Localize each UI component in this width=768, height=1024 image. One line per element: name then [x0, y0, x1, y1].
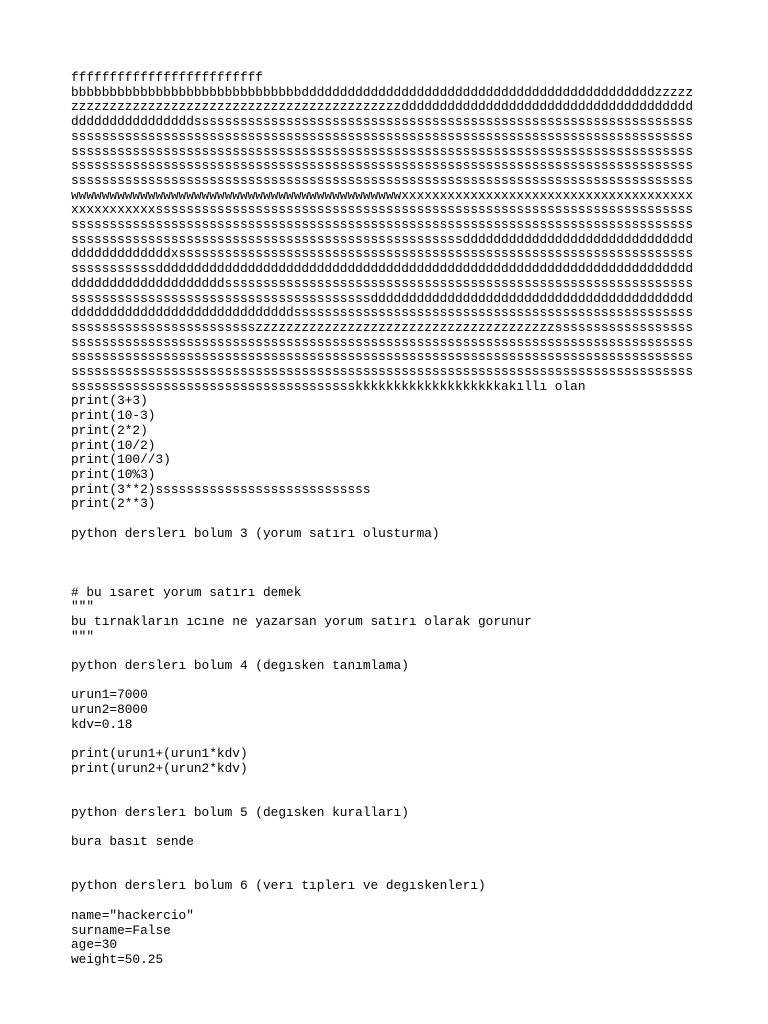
code-line: print(100//3): [71, 452, 171, 468]
code-line: print(10%3): [71, 466, 156, 482]
spacer: [71, 777, 697, 792]
spacer: [71, 571, 697, 586]
docstring-close: """: [71, 628, 95, 644]
spacer: [71, 644, 697, 659]
code-line: print(3+3): [71, 393, 148, 409]
code-line: print(2**3): [71, 496, 156, 512]
code-line: print(10/2): [71, 437, 156, 453]
code-line: urun2=8000: [71, 702, 148, 718]
calculation-lines: [71, 747, 697, 776]
code-line: kdv=0.18: [71, 716, 133, 732]
code-line: print(3**2)ssssssssssssssssssssssssssss: [71, 481, 371, 497]
section-5-title: python derslerı bolum 5 (degısken kuralları): [71, 805, 409, 821]
spacer: [71, 512, 697, 527]
document-page: [71, 71, 697, 968]
code-line: print(urun2+(urun2*kdv): [71, 760, 248, 776]
data-type-examples: [71, 909, 697, 968]
variable-definitions: [71, 688, 697, 732]
code-line: print(10-3): [71, 408, 156, 424]
spacer: [71, 865, 697, 880]
section-4-title: python derslerı bolum 4 (degısken tanımlama): [71, 658, 409, 674]
spacer: [71, 791, 697, 806]
section-3-title: python derslerı bolum 3 (yorum satırı olusturma): [71, 525, 440, 541]
docstring-text: bu tırnakların ıcıne ne yazarsan yorum satırı olarak gorunur: [71, 613, 532, 629]
code-line: print(2*2): [71, 422, 148, 438]
code-line: surname=False: [71, 922, 171, 938]
comment-line: # bu ısaret yorum satırı demek: [71, 584, 302, 600]
spacer: [71, 894, 697, 909]
spacer: [71, 674, 697, 689]
scribble-text-block: fffffffffffffffffffffffff bbbbbbbbbbbbbbbbbbbbbbbbbbbbbbddddddddddddddddddddddddddddddddddddddddddddddzzzzzzzzzzzzzzzzzzzzzzzzzzzzzzzzzzzzzzzzzzzzzzzzddddddddddddddddddddddddddddddddddddddddddddddddddddddssssssssssssssssssssssssssssssssssssssssssssssssssssssssssssssssssssssssssssssssssssssssssssssssssssssssssssssssssssssssssssssssssssssssssssssssssssssssssssssssssssssssssssssssssssssssssssssssssssssssssssssssssssssssssssssssssssssssssssssssssssssssssssssssssssssssssssssssssssssssssssssssssssssssssssssssssssssssssssssssssssssssssssssssssssssssssssssssssssssssssssssssssssssssssssssssssssswwwwwwwwwwwwwwwwwwwwwwwwwwwwwwwwwwwwwwwwwwwxxxxxxxxxxxxxxxxxxxxxxxxxxxxxxxxxxxxxxxxxxxxxxxxxssssssssssssssssssssssssssssssssssssssssssssssssssssssssssssssssssssssssssssssssssssssssssssssssssssssssssssssssssssssssssssssssssssssssssssssssssssssssssssssssssssssssssssssssssssssssssssssssssssssssssdddddddddddddddddddddddddddddddddddddddddddxssssssssssssssssssssssssssssssssssssssssssssssssssssssssssssssssssssssssssssssddddddddddddddddddddddddddddddddddddddddddddddddddddddddddddddddddddddddddddddddddddddddddssssssssssssssssssssssssssssssssssssssssssssssssssssssssssssssssssssssssssssssssssssssssssssssssssssdddddddddddddddddddddddddddddddddddddddddddddddddddddddddddddddddddddddsssssssssssssssssssssssssssssssssssssssssssssssssssssssssssssssssssssssssssszzzzzzzzzzzzzzzzzzzzzzzzzzzzzzzzzzzzzzzsssssssssssssssssssssssssssssssssssssssssssssssssssssssssssssssssssssssssssssssssssssssssssssssssssssssssssssssssssssssssssssssssssssssssssssssssssssssssssssssssssssssssssssssssssssssssssssssssssssssssssssssssssssssssssssssssssssssssssssssssssssssssssssssssssssssssssssssssssssssssssssssssssssssssskkkkkkkkkkkkkkkkkkkakıllı olan: [71, 70, 694, 394]
spacer: [71, 821, 697, 836]
spacer: [71, 541, 697, 556]
code-line: weight=50.25: [71, 951, 164, 967]
spacer: [71, 556, 697, 571]
spacer: [71, 733, 697, 748]
code-line: age=30: [71, 937, 118, 953]
code-line: name="hackercio": [71, 907, 194, 923]
code-line: print(urun1+(urun1*kdv): [71, 746, 248, 762]
section-5-note: bura basıt sende: [71, 834, 194, 850]
code-line: urun1=7000: [71, 687, 148, 703]
print-examples: [71, 394, 697, 512]
spacer: [71, 850, 697, 865]
section-6-title: python derslerı bolum 6 (verı tıplerı ve degıskenlerı): [71, 878, 486, 894]
docstring-open: """: [71, 599, 95, 615]
